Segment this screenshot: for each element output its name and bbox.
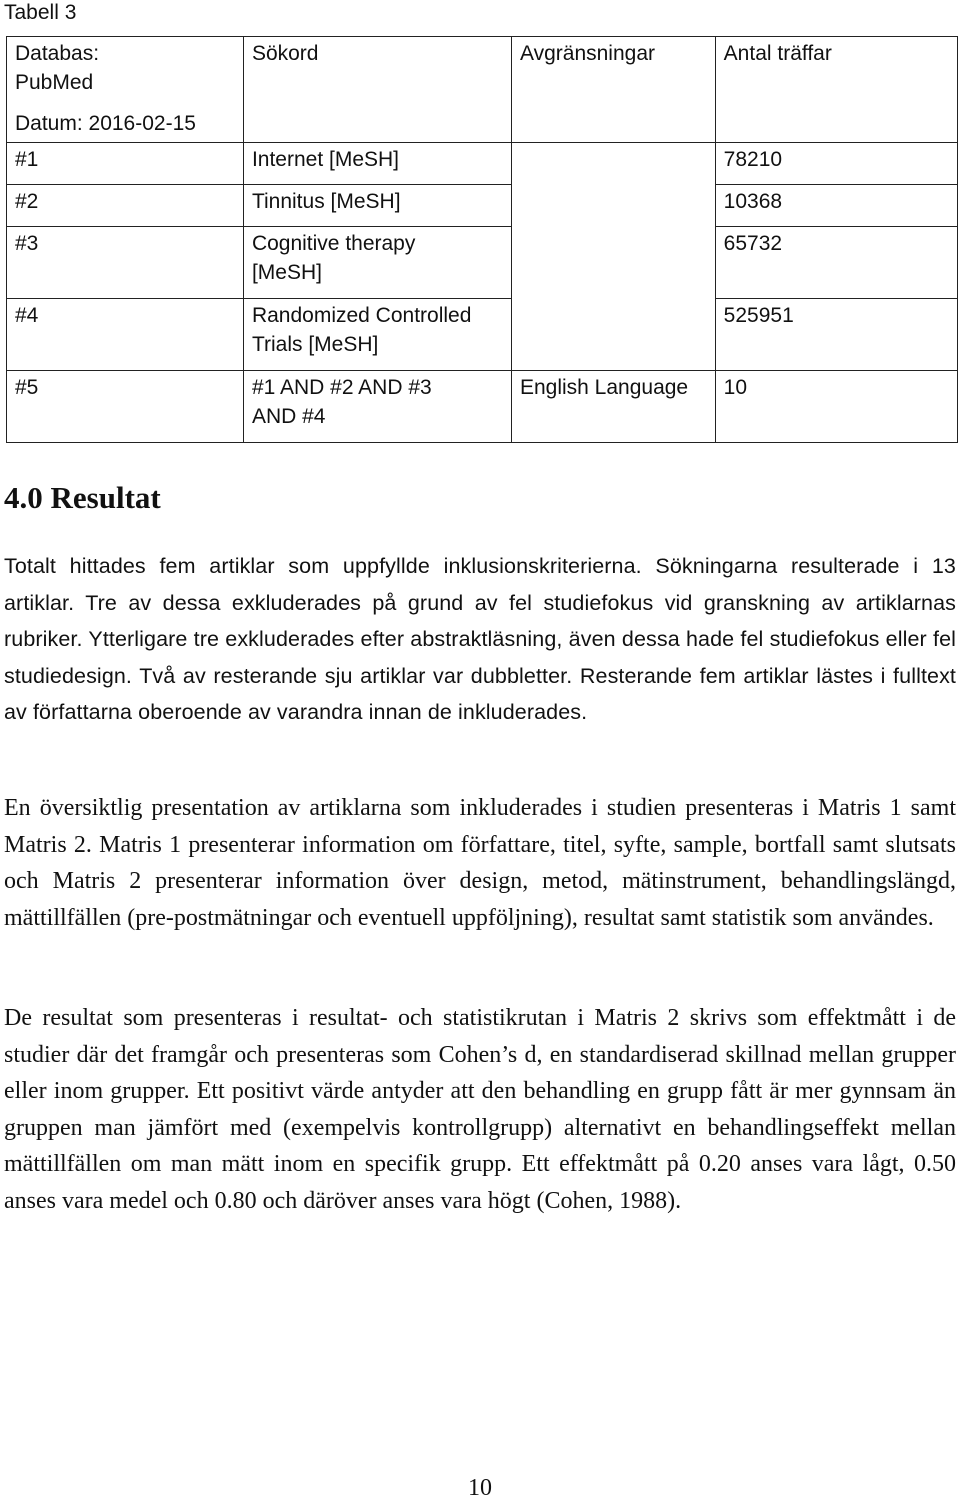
row-hits: 10368 [715, 185, 957, 227]
row-id: #1 [7, 143, 244, 185]
database-cell [7, 37, 244, 143]
row-limit [511, 185, 715, 227]
results-paragraph-3: De resultat som presenteras i resultat- och statistikrutan i Matris 2 skrivs som effektmått i de studier där det framgår och presenteras som Cohen’s d, en standardiserad skillnad mellan grupper eller inom grupper. Ett positivt värde antyder att den behandling en grupp fått är mer gynnsam än gruppen man jämfört med (exempelvis kontrollgrupp) alternativt en behandlingseffekt mellan mättillfällen om man mätt inom en specifik grupp. Ett effektmått på 0.20 anses vara lågt, 0.50 anses vara medel och 0.80 och däröver anses vara högt (Cohen, 1988). [4, 1005, 956, 1214]
row-limit [511, 299, 715, 371]
table-caption: Tabell 3 [4, 1, 77, 24]
database-label: Databas: [15, 42, 100, 65]
search-terms-header: Sökord [243, 37, 511, 143]
row-limit [511, 227, 715, 299]
row-term: Randomized Controlled Trials [MeSH] [243, 299, 511, 371]
table-header-row [7, 37, 958, 143]
table-row [7, 299, 958, 371]
row-limit: English Language [511, 371, 715, 443]
results-paragraph-1: Totalt hittades fem artiklar som uppfyllde inklusionskriterierna. Sökningarna resulterade i 13 artiklar. Tre av dessa exkluderades på grund av fel studiefokus vid granskning av artiklarnas rubriker. Ytterligare tre exkluderades efter abstraktläsning, även dessa hade fel studiefokus eller fel studiedesign. Två av resterande sju artiklar var dubbletter. Resterande fem artiklar lästes i fulltext av författarna oberoende av varandra innan de inkluderades. [4, 554, 956, 724]
row-id: #5 [7, 371, 244, 443]
row-id: #2 [7, 185, 244, 227]
page-number: 10 [468, 1475, 492, 1501]
row-hits: 65732 [715, 227, 957, 299]
row-id: #4 [7, 299, 244, 371]
row-term: Cognitive therapy [MeSH] [243, 227, 511, 299]
row-id: #3 [7, 227, 244, 299]
hits-header: Antal träffar [715, 37, 957, 143]
row-term: Tinnitus [MeSH] [243, 185, 511, 227]
table-row [7, 227, 958, 299]
row-hits: 10 [715, 371, 957, 443]
row-limit [511, 143, 715, 185]
row-hits: 525951 [715, 299, 957, 371]
limits-header: Avgränsningar [511, 37, 715, 143]
row-term: #1 AND #2 AND #3 AND #4 [243, 371, 511, 443]
table-row [7, 185, 958, 227]
row-term: Internet [MeSH] [243, 143, 511, 185]
search-table [6, 36, 958, 443]
section-heading: 4.0 Resultat [4, 480, 161, 515]
table-row [7, 371, 958, 443]
results-paragraph-2: En översiktlig presentation av artiklarna som inkluderades i studien presenteras i Matris 1 samt Matris 2. Matris 1 presenterar information om författare, titel, syfte, sample, bortfall samt slutsats och Matris 2 presenterar information över design, metod, mätinstrument, behandlingslängd, mättillfällen (pre-postmätningar och eventuell uppföljning), resultat samt statistik som användes. [4, 795, 956, 931]
table-row [7, 143, 958, 185]
database-name: PubMed [15, 71, 94, 94]
row-hits: 78210 [715, 143, 957, 185]
search-date: Datum: 2016-02-15 [15, 112, 196, 135]
